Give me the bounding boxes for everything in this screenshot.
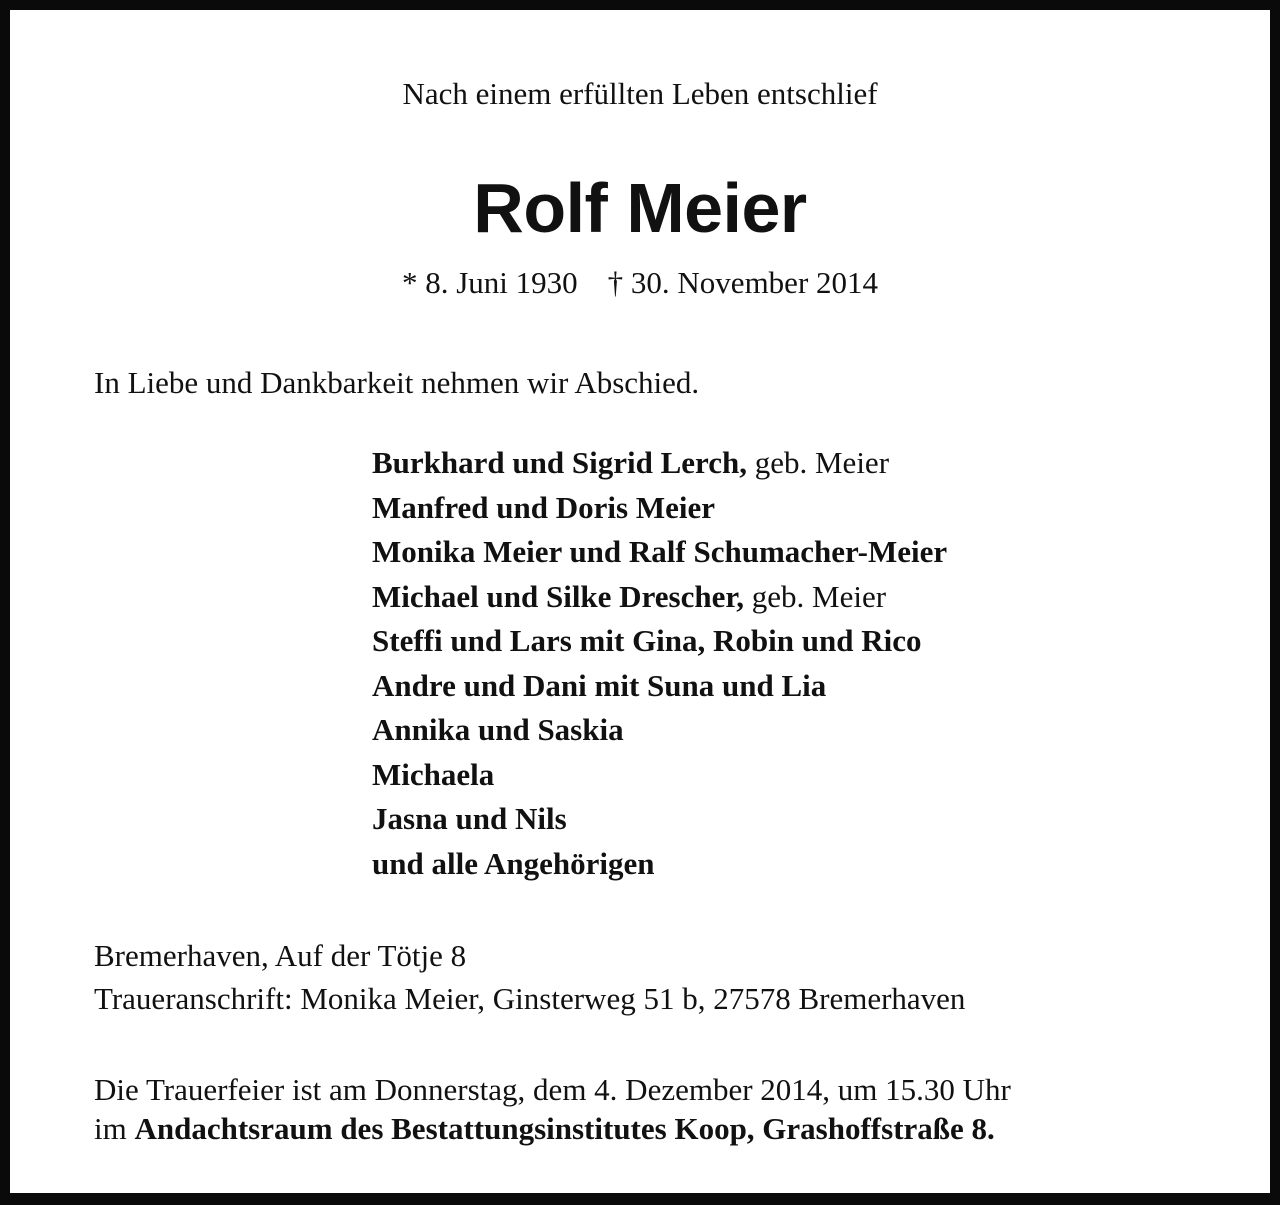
intro-line: Nach einem erfüllten Leben entschlief [402, 76, 878, 111]
mourner-name: und alle Angehörigen [372, 845, 655, 881]
mourner-name: Andre und Dani mit Suna und Lia [372, 667, 827, 703]
mourner-suffix: geb. Meier [744, 578, 887, 614]
mourner-entry [372, 664, 947, 709]
mourner-name: Burkhard und Sigrid Lerch, [372, 445, 747, 480]
mourner-entry [372, 486, 947, 531]
service-location-line [94, 1111, 995, 1147]
life-dates [0, 265, 1280, 301]
mourner-name: Manfred und Doris Meier [372, 489, 715, 525]
mourner-name: Jasna und Nils [372, 801, 567, 836]
residence-address: Bremerhaven, Auf der Tötje 8 [94, 938, 467, 973]
mourner-entry [372, 619, 947, 664]
mourner-entry [372, 575, 947, 620]
mourner-suffix: geb. Meier [746, 445, 890, 480]
mourner-entry [372, 441, 947, 486]
farewell-line: In Liebe und Dankbarkeit nehmen wir Abschied. [94, 365, 700, 400]
mourner-entry [372, 797, 947, 842]
mourning-address: Traueranschrift: Monika Meier, Ginsterweg 51 b, 27578 Bremerhaven [94, 981, 966, 1016]
service-location: Andachtsraum des Bestattungsinstitutes Koop, Grashoffstraße 8. [134, 1111, 995, 1146]
mourner-name: Michaela [372, 756, 495, 792]
mourners-list [372, 441, 947, 886]
birth-date: * 8. Juni 1930 [401, 265, 578, 300]
death-date: † 30. November 2014 [607, 265, 879, 300]
mourner-name: Michael und Silke Drescher, [372, 578, 745, 614]
mourner-name: Steffi und Lars mit Gina, Robin und Rico [372, 623, 922, 658]
mourner-name: Annika und Saskia [372, 712, 624, 747]
mourner-entry [372, 753, 947, 798]
mourner-name: Monika Meier und Ralf Schumacher-Meier [372, 534, 948, 569]
mourner-entry [372, 530, 947, 575]
mourner-entry [372, 708, 947, 753]
service-location-prefix: im [94, 1111, 135, 1146]
mourner-entry [372, 842, 947, 887]
service-date-line: Die Trauerfeier ist am Donnerstag, dem 4. Dezember 2014, um 15.30 Uhr [94, 1072, 1011, 1107]
deceased-name: Rolf Meier [473, 169, 807, 247]
